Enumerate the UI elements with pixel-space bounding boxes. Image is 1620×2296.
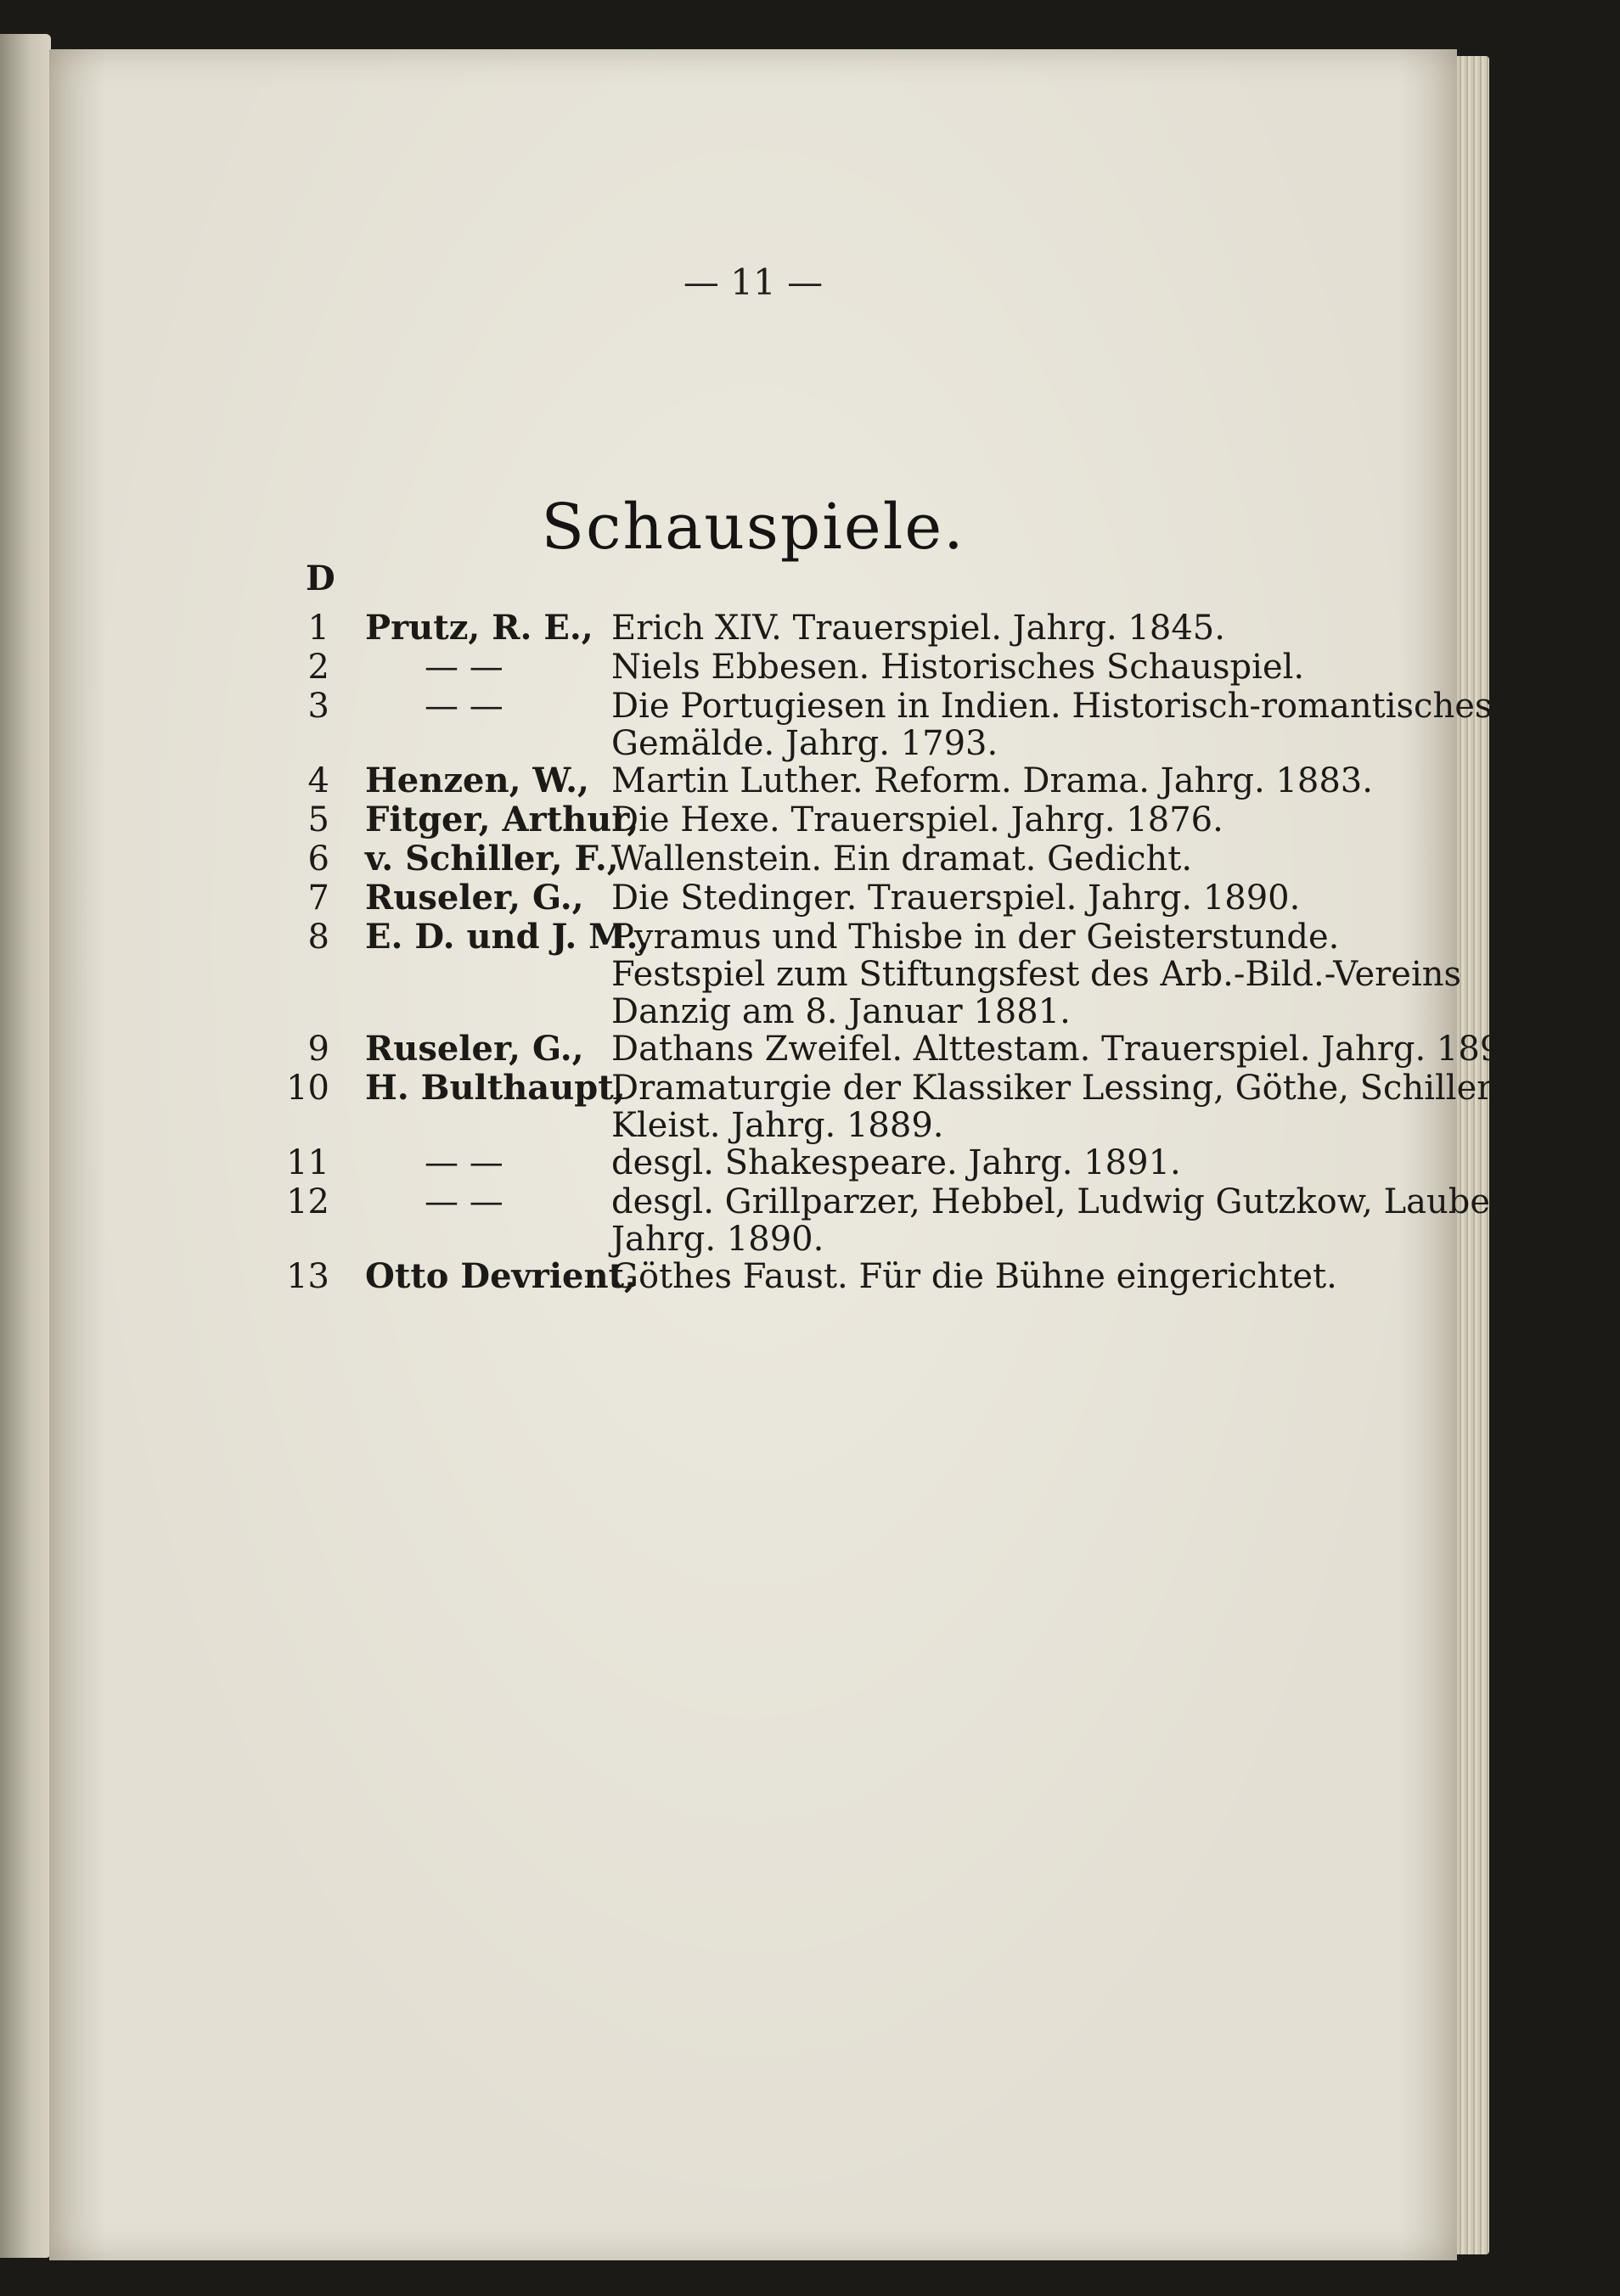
entry-title-line: desgl. Grillparzer, Hebbel, Ludwig Gutzkow, Laube. [611, 1182, 1501, 1221]
entry-title-line: Martin Luther. Reform. Drama. Jahrg. 1883. [611, 761, 1373, 800]
entry-title [611, 918, 1462, 1031]
entry-title [611, 1182, 1501, 1259]
entry-title-line: Kleist. Jahrg. 1889. [611, 1106, 944, 1145]
entry-author: Otto Devrient, [365, 1256, 636, 1296]
page-number: — 11 — [683, 261, 824, 303]
entry-title-line: desgl. Shakespeare. Jahrg. 1891. [611, 1143, 1181, 1182]
ditto-mark: — — [425, 1182, 503, 1221]
section-heading: Schauspiele. [541, 491, 965, 564]
entry-title-line: Jahrg. 1890. [611, 1220, 824, 1259]
entry-title-line: Wallenstein. Ein dramat. Gedicht. [611, 839, 1193, 879]
catalog-entry [49, 879, 1493, 918]
ditto-mark: — — [425, 648, 503, 687]
catalog-entry [49, 762, 1493, 801]
entry-title [611, 762, 1392, 800]
entry-number: 10 [286, 1069, 329, 1108]
entry-number: 5 [307, 800, 329, 839]
entry-author: H. Bulthaupt, [365, 1068, 626, 1108]
catalog-entry [49, 1182, 1501, 1259]
entry-title [611, 840, 1392, 878]
entry-title-line: Festspiel zum Stiftungsfest des Arb.-Bild.-Vereins [611, 955, 1462, 994]
entry-title-line: Pyramus und Thisbe in der Geisterstunde. [611, 918, 1340, 957]
entry-number: 2 [307, 648, 329, 687]
entry-number: 8 [307, 918, 329, 957]
catalog-entry [49, 648, 1493, 688]
entry-title [611, 879, 1392, 917]
entry-number: 4 [307, 761, 329, 800]
entry-title-line: Die Portugiesen in Indien. Historisch-romantisches [611, 687, 1493, 726]
entry-title [611, 1030, 1534, 1069]
catalog-entry [49, 1068, 1500, 1145]
entry-title [611, 1258, 1392, 1295]
entry-title-line: Die Hexe. Trauerspiel. Jahrg. 1876. [611, 800, 1223, 839]
entry-number: 7 [307, 879, 329, 918]
entry-title-line: Göthes Faust. Für die Bühne eingerichtet. [611, 1257, 1337, 1296]
catalog-entry [49, 918, 1493, 1030]
entry-title-line: Die Stedinger. Trauerspiel. Jahrg. 1890. [611, 879, 1301, 918]
entry-list [49, 608, 1534, 1297]
entry-number: 11 [286, 1143, 329, 1182]
catalog-entry [49, 840, 1493, 879]
entry-author: Henzen, W., [365, 761, 589, 800]
entry-author: Ruseler, G., [365, 878, 584, 918]
facing-page-edge [0, 34, 51, 2258]
entry-author: Ruseler, G., [365, 1029, 584, 1069]
entry-number: 9 [307, 1030, 329, 1069]
section-letter: D [306, 559, 335, 598]
entry-title [611, 609, 1392, 647]
entry-number: 12 [286, 1182, 329, 1221]
catalog-entry [49, 688, 1493, 762]
catalog-entry [49, 1029, 1534, 1069]
entry-number: 6 [307, 839, 329, 879]
entry-title-line: Niels Ebbesen. Historisches Schauspiel. [611, 648, 1305, 687]
entry-author: v. Schiller, F., [365, 839, 619, 879]
book-page [49, 49, 1534, 2260]
catalog-entry [49, 1144, 1493, 1183]
entry-title [611, 687, 1493, 763]
entry-title [611, 1069, 1500, 1145]
entry-title [611, 648, 1392, 686]
entry-number: 1 [307, 609, 329, 648]
entry-title [611, 801, 1392, 839]
ditto-mark: — — [425, 687, 503, 726]
entry-author: Prutz, R. E., [365, 608, 593, 648]
ditto-mark: — — [425, 1143, 503, 1182]
entry-title-line: Dathans Zweifel. Alttestam. Trauerspiel. Jahrg. 1891. [611, 1030, 1534, 1069]
entry-title [611, 1144, 1392, 1182]
entry-number: 3 [307, 687, 329, 726]
catalog-entry [49, 609, 1493, 648]
entry-number: 13 [286, 1257, 329, 1296]
catalog-entry [49, 801, 1493, 840]
entry-title-line: Gemälde. Jahrg. 1793. [611, 724, 998, 763]
entry-title-line: Erich XIV. Trauerspiel. Jahrg. 1845. [611, 609, 1225, 648]
entry-title-line: Danzig am 8. Januar 1881. [611, 992, 1071, 1031]
entry-author: Fitger, Arthur, [365, 800, 639, 839]
entry-title-line: Dramaturgie der Klassiker Lessing, Göthe, Schiller, [611, 1069, 1500, 1108]
entry-author: E. D. und J. M., [365, 917, 650, 957]
catalog-entry [49, 1258, 1493, 1297]
